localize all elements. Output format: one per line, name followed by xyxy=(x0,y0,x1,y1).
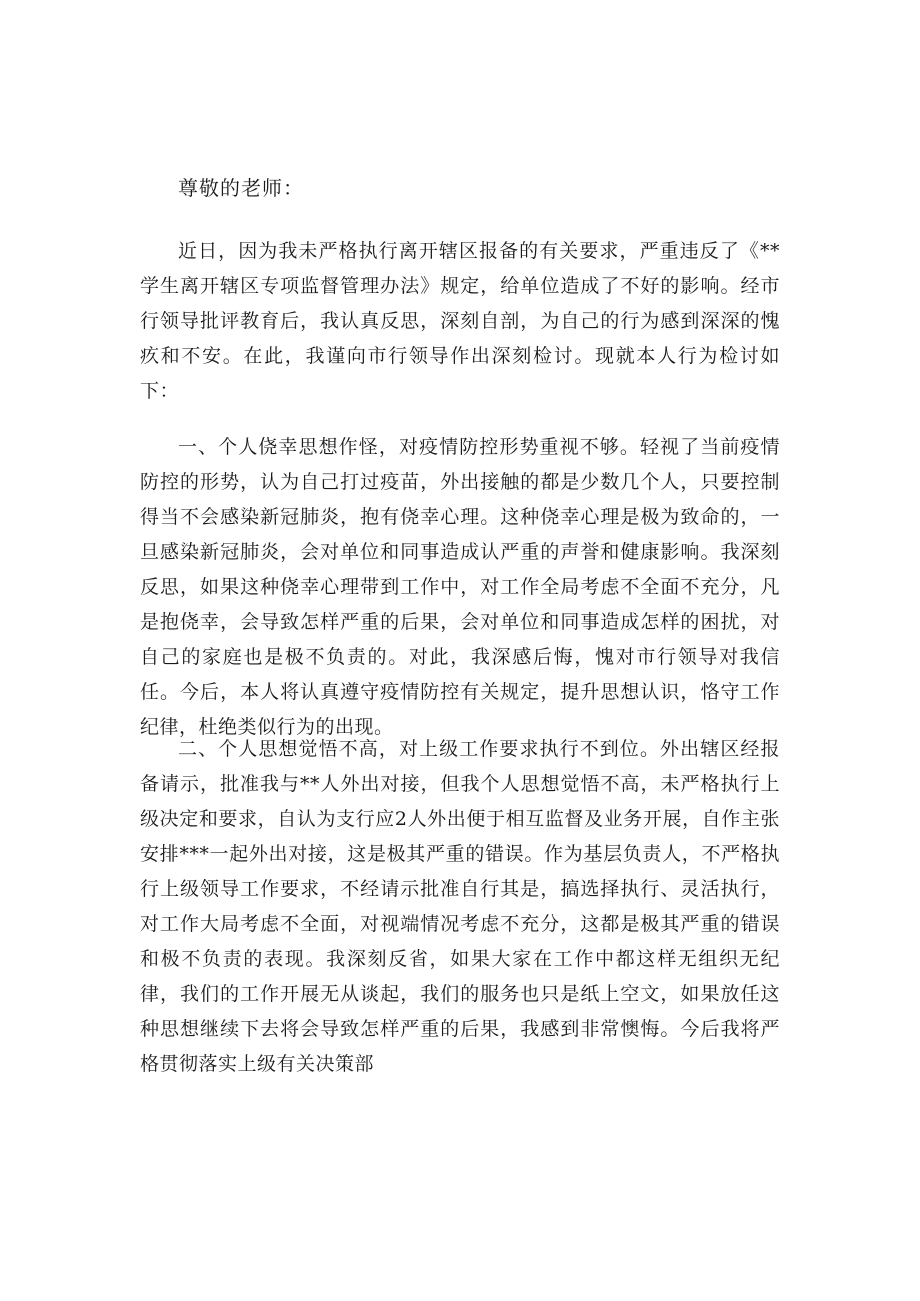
paragraph-point-two: 二、个人思想觉悟不高，对上级工作要求执行不到位。外出辖区经报备请示，批准我与**人外出对接，但我个人思想觉悟不高，未严格执行上级决定和要求，自认为支行应2人外出便于相互监督及业务开展，自作主张安排***一起外出对接，这是极其严重的错误。作为基层负责人，不严格执行上级领导工作要求，不经请示批准自行其是，搞选择执行、灵活执行，对工作大局考虑不全面，对视端情况考虑不充分，这都是极其严重的错误和极不负责的表现。我深刻反省，如果大家在工作中都这样无组织无纪律，我们的工作开展无从谈起，我们的服务也只是纸上空文，如果放任这种思想继续下去将会导致怎样严重的后果，我感到非常懊悔。今后我将严格贯彻落实上级有关决策部 xyxy=(140,738,780,1075)
salutation: 尊敬的老师： xyxy=(178,176,304,200)
paragraph-point-one: 一、个人侥幸思想作怪，对疫情防控形势重视不够。轻视了当前疫情防控的形势，认为自己打过疫苗，外出接触的都是少数几个人，只要控制得当不会感染新冠肺炎，抱有侥幸心理。这种侥幸心理是极为致命的，一旦感染新冠肺炎，会对单位和同事造成认严重的声誉和健康影响。我深刻反思，如果这种侥幸心理带到工作中，对工作全局考虑不全面不充分，凡是抱侥幸，会导致怎样严重的后果，会对单位和同事造成怎样的困扰，对自己的家庭也是极不负责的。对此，我深感后悔，愧对市行领导对我信任。今后，本人将认真遵守疫情防控有关规定，提升思想认识，恪守工作纪律，杜绝类似行为的出现。 xyxy=(140,436,780,738)
paragraph-intro: 近日，因为我未严格执行离开辖区报备的有关要求，严重违反了《**学生离开辖区专项监督管理办法》规定，给单位造成了不好的影响。经市行领导批评教育后，我认真反思，深刻自剖，为自己的行为感到深深的愧疚和不安。在此，我谨向市行领导作出深刻检讨。现就本人行为检讨如下： xyxy=(140,240,780,402)
